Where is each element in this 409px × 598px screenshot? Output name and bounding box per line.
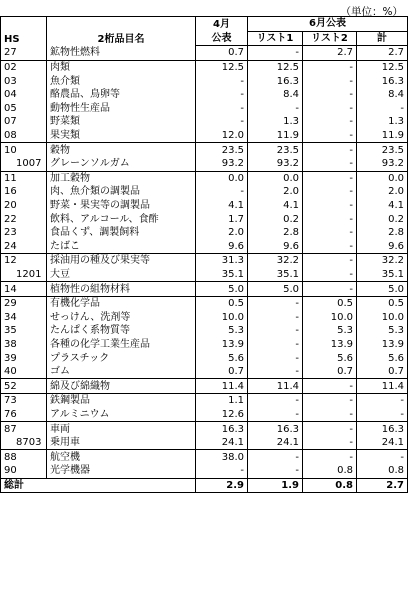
april-value-cell: 10.0 [196, 310, 248, 324]
header-june: 6月公表 [248, 17, 408, 32]
total-value-cell: - [357, 450, 408, 464]
april-value-cell: 0.5 [196, 296, 248, 310]
table-row [1, 46, 408, 61]
total-value-cell: 5.0 [357, 282, 408, 297]
hs-code-cell: 16 [1, 185, 47, 199]
hs-code-cell: 10 [1, 143, 47, 157]
list1-value-cell: - [248, 464, 303, 478]
item-name-cell: 肉類 [47, 60, 196, 74]
table-row [1, 240, 408, 254]
item-name-cell: 野菜・果実等の調製品 [47, 199, 196, 213]
hs-code-cell: 1007 [1, 157, 47, 171]
table-row [1, 115, 408, 129]
list2-value-cell: - [303, 212, 357, 226]
list2-value-cell: - [303, 422, 357, 436]
table-row [1, 464, 408, 478]
list2-value-cell: - [303, 408, 357, 422]
total-value-cell: 12.5 [357, 60, 408, 74]
hs-code-cell: 39 [1, 351, 47, 365]
total-value-cell: 9.6 [388, 240, 404, 252]
total-value-cell: 16.3 [381, 75, 404, 87]
list2-value-cell: - [303, 226, 357, 240]
april-value-cell: 0.0 [196, 171, 248, 185]
total-value-cell: 2.0 [388, 186, 404, 198]
table-row [1, 268, 408, 282]
item-name-cell: 果実類 [47, 129, 196, 143]
list2-value-cell: - [303, 282, 357, 297]
total-row [1, 478, 408, 493]
list2-value-cell: 10.0 [303, 310, 357, 324]
april-value-cell: 12.0 [196, 129, 248, 143]
hs-code-cell: 07 [1, 115, 47, 129]
hs-code-cell: 04 [1, 88, 47, 102]
list1-value-cell: 0.2 [248, 212, 303, 226]
item-name-cell: ゴム [47, 365, 196, 379]
item-name-cell: 酪農品、鳥卵等 [47, 88, 196, 102]
total-value-cell: 10.0 [381, 311, 404, 323]
list2-value-cell: - [303, 379, 357, 394]
item-name-cell: 鉱物性燃料 [47, 46, 196, 61]
list2-value-cell: 5.3 [303, 324, 357, 338]
hs-code-cell: 02 [1, 60, 47, 74]
hs-code-cell: 35 [1, 324, 47, 338]
item-name-cell: 車両 [47, 422, 196, 436]
april-value-cell: 2.0 [196, 226, 248, 240]
list1-value-cell: 16.3 [248, 74, 303, 88]
hs-code-cell: 73 [1, 394, 47, 408]
list1-value-cell: 93.2 [248, 157, 303, 171]
list1-value-cell: 2.8 [248, 226, 303, 240]
table-row [1, 88, 408, 102]
item-name-cell: 各種の化学工業生産品 [47, 338, 196, 352]
list1-value-cell: 1.3 [248, 115, 303, 129]
item-name-cell: 乗用車 [47, 436, 196, 450]
table-row [1, 379, 408, 394]
list1-value-cell: 23.5 [248, 143, 303, 157]
april-value-cell: 9.6 [196, 240, 248, 254]
hs-code-cell: 29 [1, 296, 47, 310]
list2-value-cell: - [303, 450, 357, 464]
item-name-cell: たばこ [47, 240, 196, 254]
list1-value-cell: 11.4 [248, 379, 303, 394]
list2-value-cell: 2.7 [303, 46, 357, 61]
total-value-cell: 2.8 [388, 227, 404, 239]
april-value-cell: 24.1 [196, 436, 248, 450]
total-list2: 0.8 [303, 478, 357, 493]
table-row [1, 212, 408, 226]
april-value-cell: - [196, 102, 248, 116]
table-row [1, 296, 408, 310]
table-row [1, 102, 408, 116]
april-value-cell: 12.6 [196, 408, 248, 422]
total-list1: 1.9 [248, 478, 303, 493]
list2-value-cell: - [303, 102, 357, 116]
total-value-cell: 2.7 [388, 47, 404, 59]
hs-code-cell: 38 [1, 338, 47, 352]
item-name-cell: せっけん、洗剤等 [47, 310, 196, 324]
list2-value-cell: - [303, 436, 357, 450]
table-row [1, 171, 408, 185]
april-value-cell: 16.3 [196, 422, 248, 436]
hs-code-cell: 24 [1, 240, 47, 254]
header-total: 計 [357, 31, 408, 46]
list2-value-cell: 5.6 [303, 351, 357, 365]
hs-code-cell: 8703 [1, 436, 47, 450]
total-value-cell: 93.2 [381, 158, 404, 170]
hs-code-cell: 23 [1, 226, 47, 240]
hs-code-cell: 05 [1, 102, 47, 116]
april-value-cell: 0.7 [196, 46, 248, 61]
table-row [1, 436, 408, 450]
total-value-cell: 1.3 [388, 116, 404, 128]
list1-value-cell: - [248, 324, 303, 338]
april-value-cell: 4.1 [196, 199, 248, 213]
list1-value-cell: 16.3 [248, 422, 303, 436]
april-value-cell: 5.6 [196, 351, 248, 365]
april-value-cell: - [196, 464, 248, 478]
total-value-cell: 11.9 [381, 130, 404, 142]
list1-value-cell: 2.0 [248, 185, 303, 199]
list1-value-cell: 24.1 [248, 436, 303, 450]
list2-value-cell: - [303, 394, 357, 408]
list1-value-cell: - [248, 394, 303, 408]
april-value-cell: - [196, 74, 248, 88]
item-name-cell: 航空機 [47, 450, 196, 464]
list1-value-cell: - [248, 408, 303, 422]
list1-value-cell: - [248, 351, 303, 365]
table-row [1, 338, 408, 352]
list2-value-cell: - [303, 254, 357, 268]
header-name: 2桁品目名 [47, 17, 196, 46]
total-value-cell: 35.1 [381, 268, 404, 280]
list1-value-cell: 12.5 [248, 60, 303, 74]
list1-value-cell: 35.1 [248, 268, 303, 282]
april-value-cell: 11.4 [196, 379, 248, 394]
april-value-cell: 1.1 [196, 394, 248, 408]
hs-code-cell: 22 [1, 212, 47, 226]
april-value-cell: 12.5 [196, 60, 248, 74]
item-name-cell: プラスチック [47, 351, 196, 365]
list1-value-cell: 4.1 [248, 199, 303, 213]
list2-value-cell: 0.8 [303, 464, 357, 478]
hs-code-cell: 1201 [1, 268, 47, 282]
hs-code-cell: 52 [1, 379, 47, 394]
item-name-cell: アルミニウム [47, 408, 196, 422]
tariff-table [0, 16, 408, 493]
header-row-top [1, 17, 408, 32]
total-value-cell: 8.4 [388, 89, 404, 101]
total-value-cell: 0.7 [388, 366, 404, 378]
total-value-cell: 24.1 [381, 437, 404, 449]
table-row [1, 450, 408, 464]
hs-code-cell: 20 [1, 199, 47, 213]
header-april-top: 4月 [196, 17, 248, 32]
total-value-cell: 16.3 [357, 422, 408, 436]
hs-code-cell: 12 [1, 254, 47, 268]
list1-value-cell: 11.9 [248, 129, 303, 143]
table-row [1, 157, 408, 171]
list1-value-cell: - [248, 450, 303, 464]
april-value-cell: - [196, 115, 248, 129]
list1-value-cell: - [248, 46, 303, 61]
table-row [1, 74, 408, 88]
item-name-cell: 有機化学品 [47, 296, 196, 310]
table-row [1, 351, 408, 365]
total-value-cell: 5.6 [388, 352, 404, 364]
list2-value-cell: - [303, 88, 357, 102]
list2-value-cell: 0.7 [303, 365, 357, 379]
item-name-cell: グレーンソルガム [47, 157, 196, 171]
list2-value-cell: - [303, 115, 357, 129]
april-value-cell: 38.0 [196, 450, 248, 464]
hs-code-cell: 88 [1, 450, 47, 464]
hs-code-cell: 08 [1, 129, 47, 143]
list1-value-cell: - [248, 102, 303, 116]
hs-code-cell: 90 [1, 464, 47, 478]
list2-value-cell: 13.9 [303, 338, 357, 352]
total-value-cell: 0.2 [388, 213, 404, 225]
item-name-cell: 野菜類 [47, 115, 196, 129]
total-value-cell: 0.0 [357, 171, 408, 185]
item-name-cell: 植物性の組物材料 [47, 282, 196, 297]
april-value-cell: - [196, 88, 248, 102]
table-row [1, 365, 408, 379]
list1-value-cell: 0.0 [248, 171, 303, 185]
total-value-cell: 0.8 [388, 465, 404, 477]
list1-value-cell: - [248, 365, 303, 379]
item-name-cell: 穀物 [47, 143, 196, 157]
table-row [1, 324, 408, 338]
list2-value-cell: - [303, 129, 357, 143]
list2-value-cell: - [303, 143, 357, 157]
hs-code-cell: 11 [1, 171, 47, 185]
april-value-cell: 23.5 [196, 143, 248, 157]
table-row [1, 129, 408, 143]
header-april-bottom: 公表 [196, 31, 248, 46]
total-value-cell: - [400, 408, 404, 420]
list2-value-cell: - [303, 74, 357, 88]
total-value-cell: 5.3 [388, 325, 404, 337]
item-name-cell: 綿及び綿織物 [47, 379, 196, 394]
hs-code-cell: 27 [1, 46, 47, 61]
total-value-cell: 23.5 [357, 143, 408, 157]
table-body [1, 46, 408, 478]
list1-value-cell: 5.0 [248, 282, 303, 297]
list2-value-cell: - [303, 240, 357, 254]
list2-value-cell: 0.5 [303, 296, 357, 310]
list2-value-cell: - [303, 157, 357, 171]
list2-value-cell: - [303, 185, 357, 199]
item-name-cell: 食品くず、調製飼料 [47, 226, 196, 240]
total-april: 2.9 [196, 478, 248, 493]
total-value-cell: - [357, 394, 408, 408]
april-value-cell: 1.7 [196, 212, 248, 226]
table-row [1, 254, 408, 268]
table-row [1, 185, 408, 199]
item-name-cell: 大豆 [47, 268, 196, 282]
item-name-cell: 鉄鋼製品 [47, 394, 196, 408]
table-row [1, 60, 408, 74]
item-name-cell: 魚介類 [47, 74, 196, 88]
list1-value-cell: - [248, 310, 303, 324]
item-name-cell: 飲料、アルコール、食酢 [47, 212, 196, 226]
table-row [1, 143, 408, 157]
list2-value-cell: - [303, 268, 357, 282]
list1-value-cell: 32.2 [248, 254, 303, 268]
list1-value-cell: - [248, 338, 303, 352]
table-row [1, 226, 408, 240]
total-label: 総計 [1, 478, 196, 493]
table-row [1, 282, 408, 297]
total-value-cell: - [400, 102, 404, 114]
hs-code-cell: 14 [1, 282, 47, 297]
item-name-cell: 肉、魚介類の調製品 [47, 185, 196, 199]
total-value-cell: 4.1 [388, 200, 404, 212]
hs-code-cell: 40 [1, 365, 47, 379]
april-value-cell: 13.9 [196, 338, 248, 352]
total-value-cell: 11.4 [357, 379, 408, 394]
table-row [1, 394, 408, 408]
april-value-cell: 0.7 [196, 365, 248, 379]
april-value-cell: - [196, 185, 248, 199]
total-total: 2.7 [357, 478, 408, 493]
total-value-cell: 0.5 [357, 296, 408, 310]
list2-value-cell: - [303, 171, 357, 185]
total-value-cell: 13.9 [381, 338, 404, 350]
item-name-cell: 採油用の種及び果実等 [47, 254, 196, 268]
total-value-cell: 32.2 [357, 254, 408, 268]
header-list2: リスト2 [303, 31, 357, 46]
list2-value-cell: - [303, 199, 357, 213]
april-value-cell: 31.3 [196, 254, 248, 268]
item-name-cell: 加工穀物 [47, 171, 196, 185]
item-name-cell: たんぱく系物質等 [47, 324, 196, 338]
april-value-cell: 93.2 [196, 157, 248, 171]
hs-code-cell: 76 [1, 408, 47, 422]
list1-value-cell: 8.4 [248, 88, 303, 102]
table-row [1, 422, 408, 436]
header-list1: リスト1 [248, 31, 303, 46]
april-value-cell: 35.1 [196, 268, 248, 282]
table-row [1, 199, 408, 213]
item-name-cell: 動物性生産品 [47, 102, 196, 116]
hs-code-cell: 87 [1, 422, 47, 436]
list2-value-cell: - [303, 60, 357, 74]
april-value-cell: 5.0 [196, 282, 248, 297]
header-hs: HS [1, 17, 47, 46]
table-row [1, 408, 408, 422]
hs-code-cell: 34 [1, 310, 47, 324]
list1-value-cell: 9.6 [248, 240, 303, 254]
unit-label: （単位：%） [340, 6, 403, 18]
list1-value-cell: - [248, 296, 303, 310]
table-row [1, 310, 408, 324]
hs-code-cell: 03 [1, 74, 47, 88]
item-name-cell: 光学機器 [47, 464, 196, 478]
april-value-cell: 5.3 [196, 324, 248, 338]
